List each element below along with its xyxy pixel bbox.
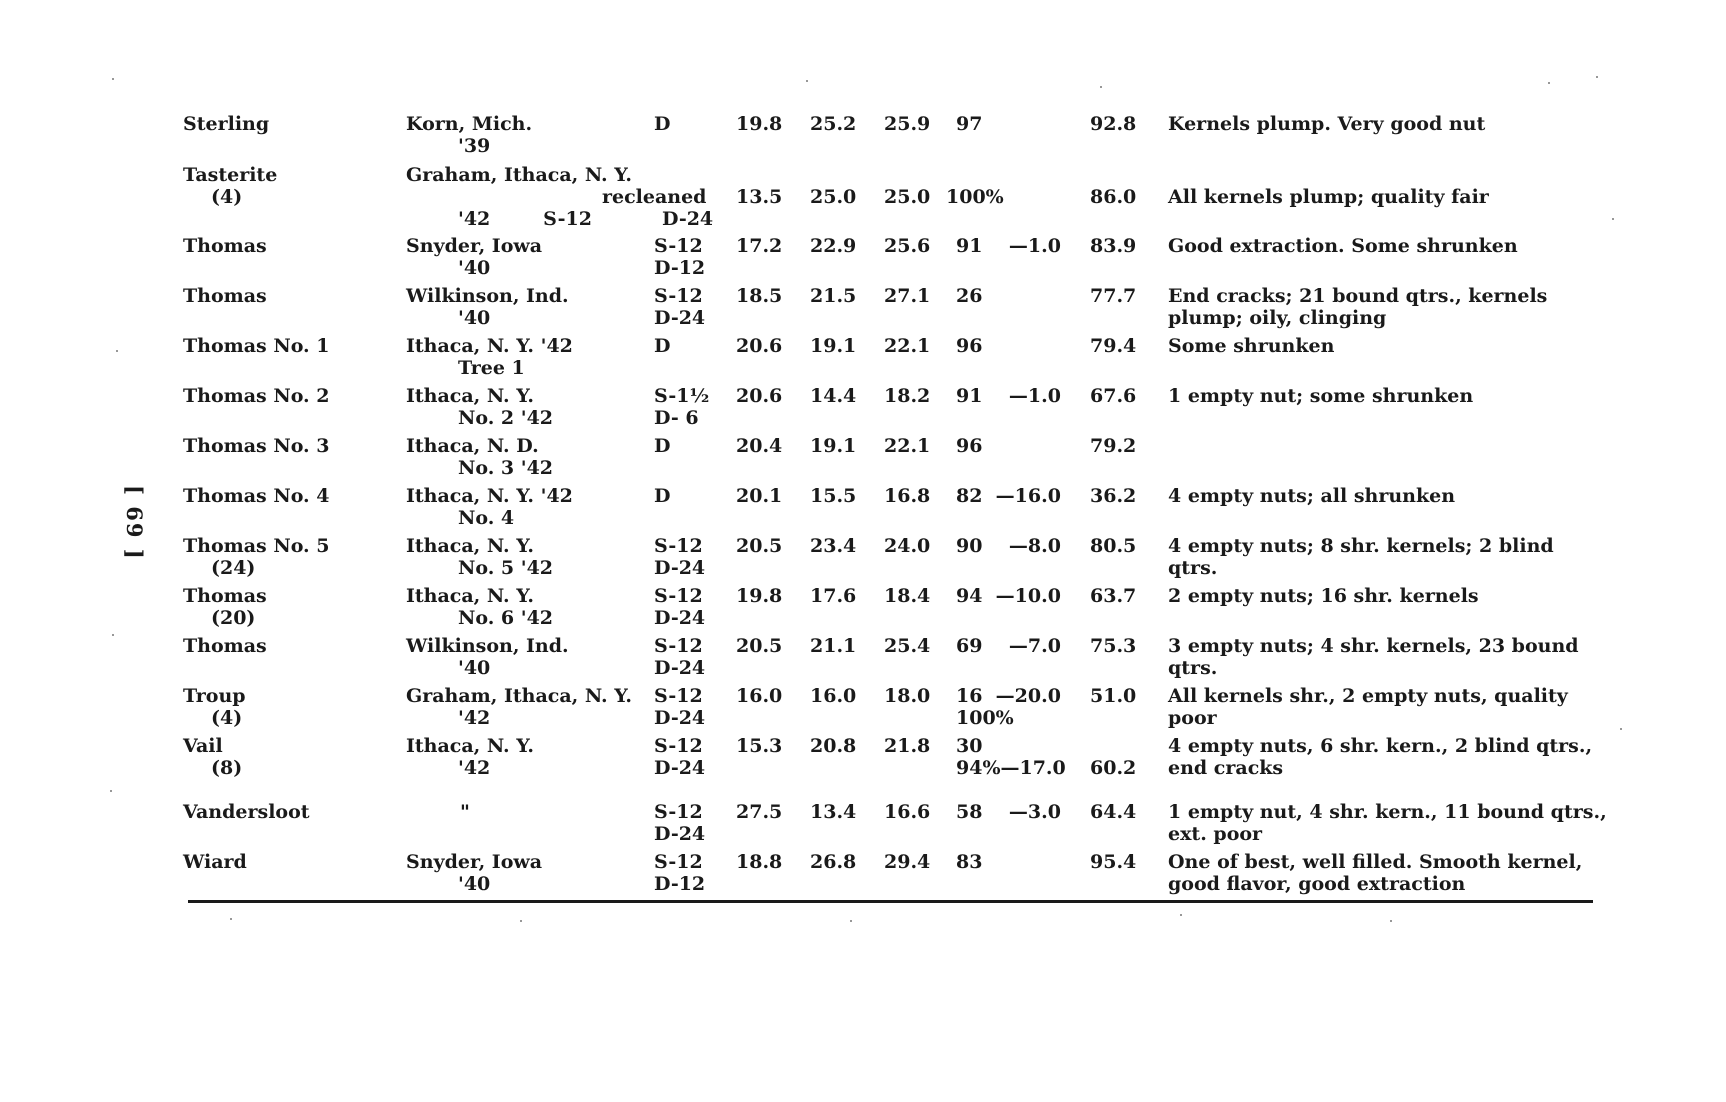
- value-cell: 21.8: [884, 735, 931, 757]
- score-cell: 60.2: [1090, 757, 1137, 779]
- variety-cell: Vandersloot: [183, 801, 310, 823]
- value-cell: 24.0: [884, 535, 931, 557]
- source-cell: Snyder, Iowa '40: [406, 851, 543, 895]
- value-cell: 22.1: [884, 435, 931, 457]
- sample-cell: D: [654, 335, 671, 357]
- percent-cell: 90 —8.0: [956, 535, 1061, 557]
- scan-speck: [806, 80, 808, 82]
- score-cell: 80.5: [1090, 535, 1137, 557]
- score-cell: 92.8: [1090, 113, 1137, 135]
- percent-cell: 58 —3.0: [956, 801, 1061, 823]
- source-cell: Wilkinson, Ind. '40: [406, 635, 569, 679]
- value-cell: 22.1: [884, 335, 931, 357]
- scan-speck: [112, 634, 114, 636]
- percent-cell: 69 —7.0: [956, 635, 1061, 657]
- value-cell: 13.5: [736, 186, 783, 208]
- variety-cell: Vail (8): [183, 735, 243, 779]
- sample-cell: S-12 D-24: [654, 685, 706, 729]
- value-cell: 14.4: [810, 385, 857, 407]
- source-cell: Ithaca, N. Y. '42: [406, 735, 535, 779]
- variety-cell: Thomas: [183, 285, 267, 307]
- remarks-cell: 1 empty nut; some shrunken: [1168, 385, 1474, 407]
- remarks-cell: 1 empty nut, 4 shr. kern., 11 bound qtrs., ext. poor: [1168, 801, 1607, 845]
- scan-speck: [1620, 728, 1622, 730]
- variety-cell: Sterling: [183, 113, 270, 135]
- source-cell: Ithaca, N. D. No. 3 '42: [406, 435, 554, 479]
- value-cell: 20.6: [736, 385, 783, 407]
- sample-cell: S-12 D-24: [654, 735, 706, 779]
- sample-cell: S-12 D-24: [654, 635, 706, 679]
- variety-cell: Thomas No. 2: [183, 385, 330, 407]
- value-cell: 16.8: [884, 485, 931, 507]
- value-cell: 15.3: [736, 735, 783, 757]
- sample-cell: S-12 D-24: [654, 801, 706, 845]
- source-cell: Ithaca, N. Y. '42 No. 4: [406, 485, 573, 529]
- percent-cell: 26: [956, 285, 983, 307]
- scan-speck: [1612, 218, 1614, 220]
- scan-speck: [1548, 82, 1550, 84]
- score-cell: 36.2: [1090, 485, 1137, 507]
- value-cell: 15.5: [810, 485, 857, 507]
- value-cell: 25.9: [884, 113, 931, 135]
- value-cell: 23.4: [810, 535, 857, 557]
- page-number: [ 69 ]: [122, 485, 147, 561]
- remarks-cell: 3 empty nuts; 4 shr. kernels, 23 bound qtrs.: [1168, 635, 1579, 679]
- percent-cell: 100%: [946, 186, 1004, 208]
- remarks-cell: 2 empty nuts; 16 shr. kernels: [1168, 585, 1479, 607]
- variety-cell: Thomas (20): [183, 585, 267, 629]
- value-cell: 21.1: [810, 635, 857, 657]
- source-cell: Graham, Ithaca, N. Y. '42: [406, 685, 633, 729]
- value-cell: 13.4: [810, 801, 857, 823]
- score-cell: 95.4: [1090, 851, 1137, 873]
- sample-cell: D: [654, 435, 671, 457]
- score-cell: 77.7: [1090, 285, 1137, 307]
- remarks-cell: 4 empty nuts; 8 shr. kernels; 2 blind qtrs.: [1168, 535, 1554, 579]
- scan-speck: [112, 78, 114, 80]
- score-cell: 86.0: [1090, 186, 1137, 208]
- variety-cell: Thomas No. 1: [183, 335, 330, 357]
- remarks-cell: 4 empty nuts, 6 shr. kern., 2 blind qtrs., end cracks: [1168, 735, 1593, 779]
- score-cell: 79.4: [1090, 335, 1137, 357]
- sample-cell: S-12 D-24: [654, 585, 706, 629]
- remarks-cell: End cracks; 21 bound qtrs., kernels plump; oily, clinging: [1168, 285, 1548, 329]
- value-cell: 20.5: [736, 635, 783, 657]
- variety-cell: Wiard: [183, 851, 247, 873]
- value-cell: 25.0: [810, 186, 857, 208]
- variety-cell: Thomas No. 3: [183, 435, 330, 457]
- source-cell: Ithaca, N. Y. No. 6 '42: [406, 585, 554, 629]
- value-cell: 19.8: [736, 113, 783, 135]
- remarks-cell: All kernels shr., 2 empty nuts, quality poor: [1168, 685, 1568, 729]
- sample-cell: S-1½ D- 6: [654, 385, 710, 429]
- source-cell: Ithaca, N. Y. '42 Tree 1: [406, 335, 573, 379]
- value-cell: 18.8: [736, 851, 783, 873]
- value-cell: 18.2: [884, 385, 931, 407]
- value-cell: 25.6: [884, 235, 931, 257]
- percent-cell: 96: [956, 335, 983, 357]
- score-cell: 75.3: [1090, 635, 1137, 657]
- value-cell: 19.8: [736, 585, 783, 607]
- percent-cell: 91 —1.0: [956, 385, 1061, 407]
- source-cell: Graham, Ithaca, N. Y. recleaned '42 S-12: [406, 164, 707, 230]
- value-cell: 16.6: [884, 801, 931, 823]
- sample-cell: D: [654, 485, 671, 507]
- score-cell: 64.4: [1090, 801, 1137, 823]
- remarks-cell: Good extraction. Some shrunken: [1168, 235, 1518, 257]
- value-cell: 25.4: [884, 635, 931, 657]
- value-cell: 17.6: [810, 585, 857, 607]
- percent-cell: 94 —10.0: [956, 585, 1061, 607]
- variety-cell: Tasterite (4): [183, 164, 278, 208]
- score-cell: 51.0: [1090, 685, 1137, 707]
- percent-cell: 82 —16.0: [956, 485, 1061, 507]
- value-cell: 22.9: [810, 235, 857, 257]
- variety-cell: Thomas No. 4: [183, 485, 330, 507]
- percent-cell: 83: [956, 851, 983, 873]
- source-cell: ": [460, 801, 470, 823]
- scan-speck: [520, 920, 522, 922]
- variety-cell: Troup (4): [183, 685, 246, 729]
- remarks-cell: All kernels plump; quality fair: [1168, 186, 1489, 208]
- percent-cell: 30 94%—17.0: [956, 735, 1066, 779]
- sample-cell: D: [654, 113, 671, 135]
- scan-speck: [1100, 86, 1102, 88]
- source-cell: Wilkinson, Ind. '40: [406, 285, 569, 329]
- scan-speck: [116, 350, 118, 352]
- source-cell: Ithaca, N. Y. No. 5 '42: [406, 535, 554, 579]
- variety-cell: Thomas No. 5 (24): [183, 535, 330, 579]
- value-cell: 16.0: [736, 685, 783, 707]
- value-cell: 27.5: [736, 801, 783, 823]
- value-cell: 17.2: [736, 235, 783, 257]
- value-cell: 20.1: [736, 485, 783, 507]
- remarks-cell: One of best, well filled. Smooth kernel, good flavor, good extraction: [1168, 851, 1583, 895]
- score-cell: 83.9: [1090, 235, 1137, 257]
- value-cell: 18.5: [736, 285, 783, 307]
- score-cell: 63.7: [1090, 585, 1137, 607]
- value-cell: 25.2: [810, 113, 857, 135]
- remarks-cell: Kernels plump. Very good nut: [1168, 113, 1486, 135]
- scan-speck: [110, 790, 112, 792]
- value-cell: 19.1: [810, 335, 857, 357]
- score-cell: 67.6: [1090, 385, 1137, 407]
- value-cell: 26.8: [810, 851, 857, 873]
- sample-cell: S-12 D-24: [654, 285, 706, 329]
- percent-cell: 96: [956, 435, 983, 457]
- table-bottom-rule: [188, 900, 1593, 903]
- sample-cell: D-24: [662, 208, 714, 230]
- source-cell: Snyder, Iowa '40: [406, 235, 543, 279]
- scan-speck: [1596, 76, 1598, 78]
- value-cell: 20.5: [736, 535, 783, 557]
- value-cell: 29.4: [884, 851, 931, 873]
- sample-cell: S-12 D-12: [654, 851, 706, 895]
- variety-cell: Thomas: [183, 235, 267, 257]
- value-cell: 20.6: [736, 335, 783, 357]
- scan-speck: [230, 918, 232, 920]
- variety-cell: Thomas: [183, 635, 267, 657]
- value-cell: 20.8: [810, 735, 857, 757]
- value-cell: 27.1: [884, 285, 931, 307]
- scan-speck: [1390, 920, 1392, 922]
- sample-cell: S-12 D-24: [654, 535, 706, 579]
- scan-speck: [850, 920, 852, 922]
- source-cell: Ithaca, N. Y. No. 2 '42: [406, 385, 554, 429]
- value-cell: 19.1: [810, 435, 857, 457]
- remarks-cell: Some shrunken: [1168, 335, 1335, 357]
- value-cell: 18.4: [884, 585, 931, 607]
- scan-speck: [1180, 914, 1182, 916]
- value-cell: 25.0: [884, 186, 931, 208]
- sample-cell: S-12 D-12: [654, 235, 706, 279]
- remarks-cell: 4 empty nuts; all shrunken: [1168, 485, 1456, 507]
- percent-cell: 97: [956, 113, 983, 135]
- value-cell: 21.5: [810, 285, 857, 307]
- score-cell: 79.2: [1090, 435, 1137, 457]
- source-cell: Korn, Mich. '39: [406, 113, 533, 157]
- value-cell: 20.4: [736, 435, 783, 457]
- value-cell: 18.0: [884, 685, 931, 707]
- percent-cell: 16 —20.0 100%: [956, 685, 1061, 729]
- value-cell: 16.0: [810, 685, 857, 707]
- percent-cell: 91 —1.0: [956, 235, 1061, 257]
